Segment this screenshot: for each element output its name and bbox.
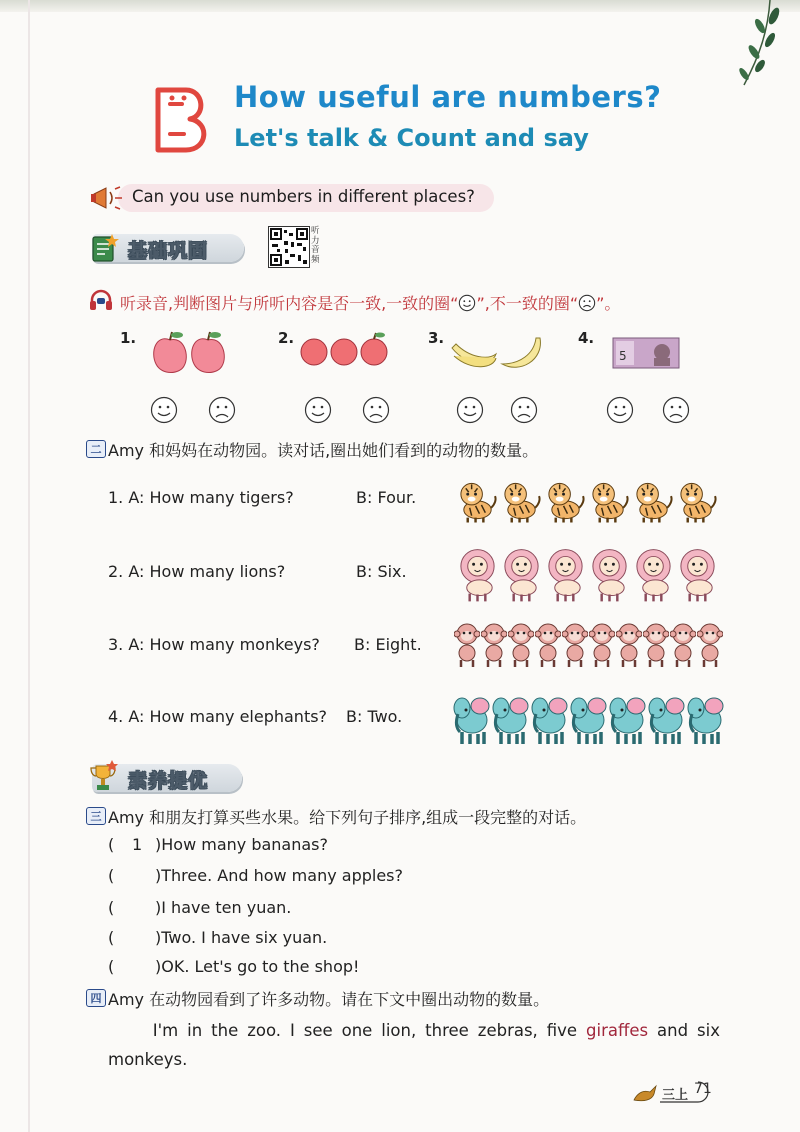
task1-instruction-part-a: 听录音,判断图片与所听内容是否一致,一致的圈“ — [120, 294, 459, 313]
lion-picture — [632, 546, 675, 608]
zoo-question: 1. A: How many tigers? — [108, 488, 294, 507]
elephant-picture — [569, 690, 607, 750]
smile-face-circle-icon[interactable] — [606, 396, 634, 424]
smile-face-circle-icon[interactable] — [456, 396, 484, 424]
monkey-picture — [670, 622, 696, 672]
page-number: 71 — [694, 1081, 712, 1097]
task2-number-badge: 二 — [86, 440, 106, 458]
page-top-band — [0, 0, 800, 12]
elephant-picture — [686, 690, 724, 750]
tiger-picture — [500, 478, 543, 528]
zoo-question: 3. A: How many monkeys? — [108, 635, 320, 654]
zoo-paragraph — [108, 1016, 720, 1074]
order-number[interactable]: 1 — [132, 835, 143, 854]
monkey-picture — [454, 622, 480, 672]
two-apples-picture — [150, 330, 232, 376]
zoo-answer: B: Six. — [356, 562, 407, 581]
elephant-picture — [608, 690, 646, 750]
grade-tag: 三上 — [662, 1088, 689, 1103]
task1-item-number: 4. — [578, 329, 595, 347]
tiger-picture — [544, 478, 587, 528]
monkey-picture — [535, 622, 561, 672]
sad-face-circle-icon[interactable] — [208, 396, 236, 424]
lion-picture — [676, 546, 719, 608]
monkey-picture — [562, 622, 588, 672]
unit-letter-b-icon — [152, 86, 214, 154]
task1-instruction-part-c: ”。 — [596, 294, 621, 313]
question-text: Can you use numbers in different places? — [132, 187, 475, 206]
zoo-paragraph-part-a: I'm in the zoo. I see one lion, three zebras, five — [152, 1021, 587, 1040]
lion-row — [456, 546, 720, 608]
monkey-picture — [643, 622, 669, 672]
zoo-answer: B: Eight. — [354, 635, 422, 654]
task3-instruction: Amy 和朋友打算买些水果。给下列句子排序,组成一段完整的对话。 — [108, 808, 587, 827]
bananas-picture — [448, 334, 544, 374]
leaf-decoration-icon — [730, 0, 790, 90]
zoo-answer: B: Four. — [356, 488, 417, 507]
elephant-picture — [491, 690, 529, 750]
sad-face-circle-icon[interactable] — [662, 396, 690, 424]
monkey-picture — [508, 622, 534, 672]
three-apples-picture — [300, 332, 392, 368]
dialogue-line: )I have ten yuan. — [155, 898, 292, 917]
zoo-answer: B: Two. — [346, 707, 403, 726]
smile-face-circle-icon[interactable] — [304, 396, 332, 424]
tiger-picture — [632, 478, 675, 528]
sad-face-circle-icon[interactable] — [510, 396, 538, 424]
zoo-question: 2. A: How many lions? — [108, 562, 286, 581]
zoo-paragraph-accent: giraffes — [586, 1021, 649, 1040]
sad-face-icon — [578, 294, 596, 312]
five-yuan-note-picture — [612, 336, 680, 370]
monkey-picture — [481, 622, 507, 672]
dialogue-line: )How many bananas? — [155, 835, 328, 854]
kangaroo-icon — [630, 1082, 660, 1104]
svg-text:5: 5 — [619, 349, 627, 363]
task3-number-badge: 三 — [86, 807, 106, 825]
section-basic-title: 基础巩固 — [128, 240, 209, 262]
elephant-picture — [530, 690, 568, 750]
monkey-picture — [589, 622, 615, 672]
task1-item-number: 2. — [278, 329, 295, 347]
qr-audio-label: 听力音频 — [311, 226, 320, 265]
monkey-picture — [616, 622, 642, 672]
sad-face-circle-icon[interactable] — [362, 396, 390, 424]
tiger-picture — [676, 478, 719, 528]
order-blank-left-paren: ( — [108, 898, 115, 917]
order-blank-left-paren: ( — [108, 835, 115, 854]
order-blank-left-paren: ( — [108, 928, 115, 947]
qr-code-icon[interactable] — [268, 226, 310, 268]
smile-face-circle-icon[interactable] — [150, 396, 178, 424]
zoo-paragraph-part-b: and six monkeys. — [108, 1021, 720, 1069]
task4-instruction: Amy 在动物园看到了许多动物。请在下文中圈出动物的数量。 — [108, 990, 550, 1009]
trophy-icon — [88, 760, 118, 794]
smile-face-icon — [458, 294, 476, 312]
monkey-picture — [697, 622, 723, 672]
zoo-question: 4. A: How many elephants? — [108, 707, 328, 726]
dialogue-line: )OK. Let's go to the shop! — [155, 957, 360, 976]
tiger-row — [456, 478, 720, 528]
headphones-icon — [88, 288, 114, 312]
elephant-row — [452, 690, 725, 750]
task1-item-number: 3. — [428, 329, 445, 347]
task1-instruction-part-b: ”,不一致的圈“ — [476, 294, 579, 313]
lion-picture — [456, 546, 499, 608]
page-left-edge — [28, 0, 30, 1132]
megaphone-icon — [90, 184, 126, 212]
lion-picture — [588, 546, 631, 608]
task1-item-number: 1. — [120, 329, 137, 347]
dialogue-line: )Two. I have six yuan. — [155, 928, 328, 947]
dialogue-line: )Three. And how many apples? — [155, 866, 403, 885]
notebook-icon — [90, 232, 120, 264]
task1-instruction — [120, 291, 620, 314]
lion-picture — [544, 546, 587, 608]
tiger-picture — [588, 478, 631, 528]
elephant-picture — [647, 690, 685, 750]
section-advanced-title: 素养提优 — [128, 770, 209, 792]
task4-number-badge: 四 — [86, 989, 106, 1007]
task2-instruction: Amy 和妈妈在动物园。读对话,圈出她们看到的动物的数量。 — [108, 441, 539, 460]
lion-picture — [500, 546, 543, 608]
order-blank-left-paren: ( — [108, 957, 115, 976]
unit-subtitle: Let's talk & Count and say — [234, 124, 589, 152]
elephant-picture — [452, 690, 490, 750]
unit-title: How useful are numbers? — [234, 80, 662, 114]
tiger-picture — [456, 478, 499, 528]
order-blank-left-paren: ( — [108, 866, 115, 885]
monkey-row — [454, 622, 724, 672]
